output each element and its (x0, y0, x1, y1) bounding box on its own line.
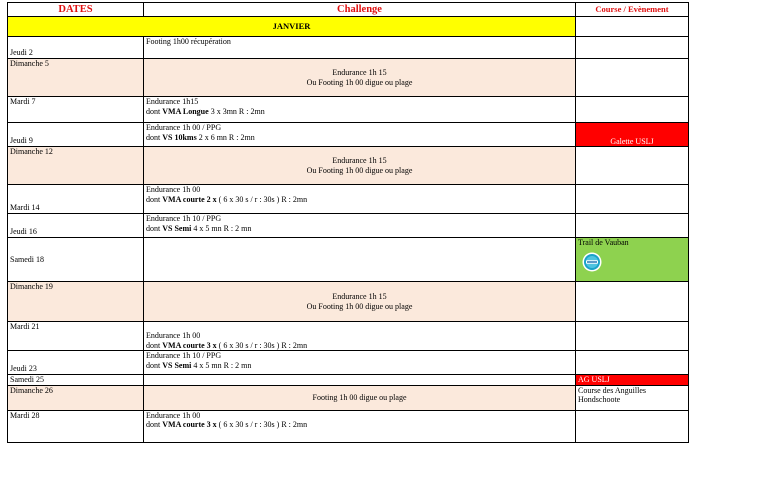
row-challenge (144, 385, 576, 410)
text-prefix: dont (146, 360, 163, 370)
text-suffix: 4 x 5 mn R : 2 mn (191, 223, 252, 233)
row-date: Jeudi 2 (8, 37, 144, 59)
event-label: Course des Anguilles (578, 385, 646, 395)
challenge-line: Ou Footing 1h 00 digue ou plage (306, 77, 413, 87)
text-prefix: dont (146, 132, 163, 142)
challenge-line: Endurance 1h 00 (146, 185, 201, 194)
row-challenge (144, 375, 576, 386)
row-date: Dimanche 26 (8, 385, 144, 410)
row-event (576, 410, 689, 442)
row-date: Mardi 14 (8, 185, 144, 214)
table-row (8, 185, 689, 214)
challenge-line: Endurance 1h 15 (332, 68, 387, 77)
text-bold: VS 10kms (162, 132, 197, 142)
row-challenge (144, 410, 576, 442)
text-bold: VMA courte 2 x (162, 194, 217, 204)
challenge-line: Endurance 1h 00 (146, 410, 201, 420)
row-date: Samedi 25 (8, 375, 144, 386)
challenge-line: Ou Footing 1h 00 digue ou plage (306, 301, 413, 311)
table-row (8, 59, 689, 97)
row-event (576, 322, 689, 351)
challenge-line: Endurance 1h 00 / PPG (146, 123, 222, 132)
challenge-line (146, 341, 573, 351)
text-suffix: ( 6 x 30 s / r : 30s ) R : 2mn (216, 420, 308, 429)
row-date: Dimanche 12 (8, 147, 144, 185)
text-bold: VMA courte 3 x (162, 340, 217, 350)
text-bold: VMA courte 3 x (162, 420, 217, 429)
row-date: Dimanche 5 (8, 59, 144, 97)
header-challenge: Challenge (144, 3, 576, 17)
row-challenge (144, 282, 576, 322)
challenge-line: Endurance 1h 00 (146, 331, 201, 340)
challenge-line: Endurance 1h 15 (332, 292, 387, 301)
text-prefix: dont (146, 194, 163, 204)
table-row (8, 214, 689, 238)
event-course-des-anguilles (576, 385, 689, 410)
row-date: Dimanche 19 (8, 282, 144, 322)
training-schedule-table (7, 2, 689, 443)
header-course: Course / Evènement (576, 3, 689, 17)
row-date: Samedi 18 (8, 238, 144, 282)
challenge-line (146, 195, 573, 205)
challenge-line: Endurance 1h 10 / PPG (146, 351, 222, 360)
text-bold: VS Semi (162, 360, 192, 370)
text-prefix: dont (146, 106, 163, 116)
row-challenge (144, 37, 576, 59)
challenge-line: Footing 1h 00 digue ou plage (312, 392, 407, 402)
row-challenge (144, 351, 576, 375)
challenge-line: Endurance 1h 15 (332, 156, 387, 165)
event-label: Trail de Vauban (578, 238, 629, 247)
row-date: Mardi 7 (8, 97, 144, 123)
table-row (8, 351, 689, 375)
row-challenge (144, 322, 576, 351)
row-event (576, 185, 689, 214)
text-suffix: ( 6 x 30 s / r : 30s ) R : 2mn (216, 194, 308, 204)
table-row (8, 37, 689, 59)
challenge-line (146, 107, 573, 117)
challenge-line (146, 133, 573, 143)
row-challenge (144, 214, 576, 238)
row-date: Jeudi 16 (8, 214, 144, 238)
challenge-line (146, 420, 573, 430)
challenge-line: Footing 1h00 récupération (146, 37, 231, 46)
challenge-line (146, 224, 573, 234)
row-challenge (144, 97, 576, 123)
row-event (576, 147, 689, 185)
row-challenge (144, 147, 576, 185)
event-ag-uslj: AG USLJ (576, 375, 689, 386)
event-label: Hondschoote (578, 395, 621, 404)
text-bold: VS Semi (162, 223, 192, 233)
table-row (8, 375, 689, 386)
row-challenge (144, 185, 576, 214)
table-row (8, 147, 689, 185)
row-date: Jeudi 23 (8, 351, 144, 375)
table-row (8, 410, 689, 442)
table-row (8, 123, 689, 147)
row-date: Mardi 28 (8, 410, 144, 442)
table-row (8, 238, 689, 282)
row-event (576, 282, 689, 322)
row-date: Mardi 21 (8, 322, 144, 351)
text-suffix: 2 x 6 mn R : 2mn (196, 132, 255, 142)
row-event (576, 351, 689, 375)
challenge-line (146, 361, 573, 371)
text-prefix: dont (146, 420, 163, 429)
event-trail-de-vauban (576, 238, 689, 282)
table-row (8, 385, 689, 410)
nord-running-logo-icon (582, 252, 602, 272)
month-blank (576, 17, 689, 37)
text-suffix: 3 x 3mn R : 2mn (208, 106, 265, 116)
header-row (8, 3, 689, 17)
row-event (576, 59, 689, 97)
text-prefix: dont (146, 223, 163, 233)
text-suffix: ( 6 x 30 s / r : 30s ) R : 2mn (216, 340, 308, 350)
month-row (8, 17, 689, 37)
table-row (8, 282, 689, 322)
table-row (8, 97, 689, 123)
text-suffix: 4 x 5 mn R : 2 mn (191, 360, 252, 370)
challenge-line: Endurance 1h 10 / PPG (146, 214, 222, 223)
header-dates: DATES (8, 3, 144, 17)
event-galette-uslj: Galette USLJ (576, 123, 689, 147)
challenge-line: Ou Footing 1h 00 digue ou plage (306, 165, 413, 175)
challenge-line: Endurance 1h15 (146, 97, 199, 106)
table-row (8, 322, 689, 351)
text-prefix: dont (146, 340, 163, 350)
row-date: Jeudi 9 (8, 123, 144, 147)
row-challenge (144, 59, 576, 97)
row-challenge (144, 238, 576, 282)
row-event (576, 97, 689, 123)
row-event (576, 214, 689, 238)
row-event (576, 37, 689, 59)
text-bold: VMA Longue (162, 106, 209, 116)
row-challenge (144, 123, 576, 147)
month-label: JANVIER (8, 17, 576, 37)
